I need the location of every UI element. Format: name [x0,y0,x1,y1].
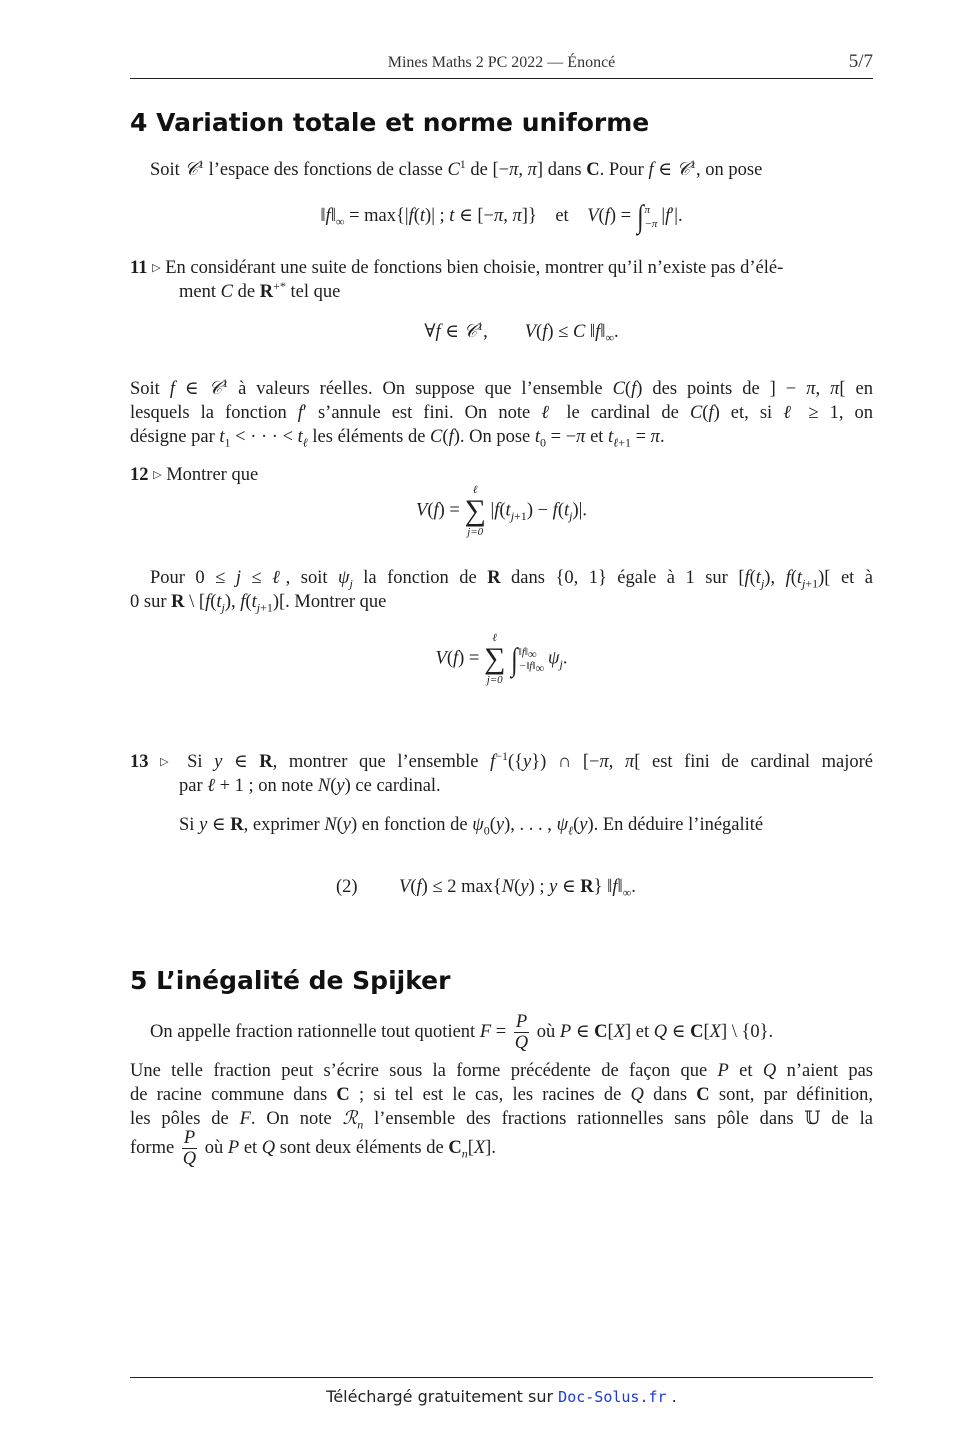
footer [130,1387,873,1406]
paragraph-cardinal: Soit f ∈ 𝒞$^1$ à valeurs réelles. On suppose que l’ensemble C(f) des points de ] − π, π[ en [130,375,873,399]
section-heading-5: 5 L’inégalité de Spijker [130,966,451,995]
psi-display: V(f) = ℓ ∑ j=0 ∫ $‖f‖_\infty$ $-‖f‖_\infty$ $\psi_j$. [435,632,568,686]
psi-paragraph: Pour 0 ≤ j ≤ ℓ, soit $\psi_j$ la fonction de R dans {0, 1} égale à 1 sur [$f(t_j)$, $f(t_{j+1})$[ et à [150,568,873,591]
page [130,0,873,1441]
psi-paragraph-2: 0 sur R \ [$f(t_j)$, $f(t_{j+1})$[. Montrer que [130,592,387,615]
footer-prefix: Téléchargé gratuitement sur [326,1387,554,1406]
section-heading-4: 4 Variation totale et norme uniforme [130,108,650,137]
page-number: 5/7 [848,51,873,72]
rational-fraction-def-3: de racine commune dans C ; si tel est le cas, les racines de Q dans C sont, par définition, [130,1085,873,1105]
question-11-cont: ment C de R+* tel que [179,278,341,302]
question-13-cont: par ℓ + 1 ; on note N(y) ce cardinal. [179,776,441,796]
footer-link[interactable]: Doc-Solus.fr [558,1388,667,1406]
equation-tag: (2) [336,877,358,897]
running-header [130,51,873,79]
paragraph-cardinal-3: désigne par $t_1$ < · · · < $t_\ell$ les éléments de C(f). On pose $t_0 = -\pi$ et $t_{\ell+1} = \pi$. [130,427,665,450]
question-11-display: ∀f ∈ 𝒞$^1$, V(f) ≤ C $‖f‖_\infty$. [424,318,619,345]
question-13-part2: Si y ∈ R, exprimer N(y) en fonction de $\psi_0(y)$, . . . , $\psi_\ell(y)$. En déduire l’inégalité [179,815,764,838]
question-13: 13 ▷ Si y ∈ R, montrer que l’ensemble $f^{-1}(\{y\})$ ∩ [−π, π[ est fini de cardinal majoré [130,748,873,772]
equation-2: V(f) ≤ 2 max{N(y) ; y ∈ R} $‖f‖_\infty$. [399,877,636,900]
intro-paragraph: Soit 𝒞$^1$ l’espace des fonctions de classe $C^1$ de [−π, π] dans C. Pour f ∈ 𝒞$^1$, on pose [150,156,763,180]
footer-rule [130,1377,873,1378]
question-12-display: V(f) = ℓ ∑ j=0 $|f(t_{j+1}) - f(t_j)|$. [416,484,587,538]
header-title: Mines Maths 2 PC 2022 — Énoncé [387,54,616,71]
paragraph-cardinal-2: lesquels la fonction f′ s’annule est fini. On note ℓ le cardinal de C(f) et, si ℓ ≥ 1, on [130,403,874,423]
question-11: 11 ▷ En considérant une suite de fonctions bien choisie, montrer qu’il n’existe pas d’élé- [130,258,784,278]
definition-display: $‖f‖_\infty = \max\{|f(t)|$ ; t ∈ [−π, π]} et V(f) = ∫ π −π |f′|. [320,198,683,234]
question-number-12: 12 [130,465,149,485]
rational-fraction-def: On appelle fraction rationnelle tout quotient F = $\frac{P}{Q}$ où P ∈ C[X] et Q ∈ C[X] \ {0}. [150,1012,774,1053]
rational-fraction-def-5: forme $\frac{P}{Q}$ où P et Q sont deux éléments de $C_n[X]$. [130,1128,496,1169]
question-12: 12 ▷ Montrer que [130,465,259,485]
question-number-13: 13 [130,752,149,772]
footer-suffix: . [671,1387,677,1406]
rational-fraction-def-4: les pôles de F. On note ℛ$_n$ l’ensemble des fractions rationnelles sans pôle dans 𝕌 de la [130,1109,874,1132]
rational-fraction-def-2: Une telle fraction peut s’écrire sous la forme précédente de façon que P et Q n’aient pas [130,1061,873,1081]
question-number-11: 11 [130,258,148,278]
